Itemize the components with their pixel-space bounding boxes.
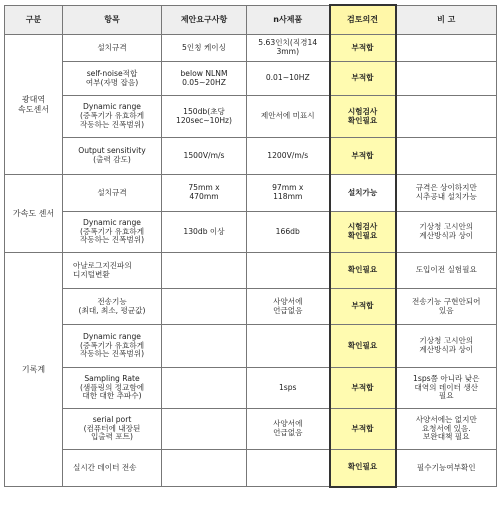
note-line: 계산방식과 상이 <box>419 231 474 240</box>
table-row <box>5 175 497 212</box>
proposal-cell <box>162 450 247 487</box>
proposal-cell <box>162 253 247 289</box>
header-item: 항목 <box>63 5 162 35</box>
item-line: 아날로그지진파의 <box>73 260 132 270</box>
note-line: 계산방식과 상이 <box>419 345 474 354</box>
item-line: (최대, 최소, 평균값) <box>78 305 146 315</box>
proposal-cell <box>162 35 247 62</box>
note-cell <box>396 35 497 62</box>
proposal-line: 150db(초당 <box>183 106 225 116</box>
header-proposal: 제안요구사항 <box>162 5 247 35</box>
table-row <box>5 325 497 368</box>
review-cell: 확인필요 <box>330 253 396 289</box>
proposal-line: 120sec~10Hz) <box>176 115 232 125</box>
item-line: Dynamic range <box>83 217 141 227</box>
product-line: 언급없음 <box>273 428 303 437</box>
note-line: 사양서에는 없지만 <box>415 414 477 424</box>
item-line: 작동하는 진폭범위) <box>79 349 145 359</box>
item-cell <box>63 450 162 487</box>
product-cell <box>247 175 330 212</box>
review-cell: 설치가능 <box>330 175 396 212</box>
proposal-line: 130db 이상 <box>183 226 225 236</box>
review-cell: 확인필요 <box>330 325 396 368</box>
product-cell <box>247 253 330 289</box>
note-cell <box>396 450 497 487</box>
category-cell-recorder: 기록계 <box>5 253 63 487</box>
proposal-cell <box>162 62 247 96</box>
item-line: 실시간 데이터 전송 <box>73 462 137 472</box>
product-cell <box>247 409 330 450</box>
note-line: 도입이전 실험필요 <box>415 265 477 275</box>
item-cell <box>63 289 162 325</box>
review-cell: 부적합 <box>330 62 396 96</box>
table-row <box>5 62 497 96</box>
product-line: 제안서에 미표시 <box>260 111 315 121</box>
proposal-cell <box>162 175 247 212</box>
product-cell <box>247 368 330 409</box>
product-cell <box>247 212 330 253</box>
item-line: (샘플링의 정교함에 <box>79 382 145 392</box>
note-line: 있음 <box>438 305 454 315</box>
item-cell <box>63 138 162 175</box>
item-line: Sampling Rate <box>84 373 140 383</box>
proposal-line: 75mm x <box>188 183 220 193</box>
review-line: 시험검사 <box>347 106 378 116</box>
proposal-cell <box>162 212 247 253</box>
review-cell: 부적합 <box>330 289 396 325</box>
proposal-line: below NLNM <box>180 68 228 78</box>
note-cell <box>396 62 497 96</box>
note-line: 전송기능 구현안되어 <box>412 296 481 306</box>
header-category: 구분 <box>5 5 63 35</box>
item-cell <box>63 35 162 62</box>
item-line: 설치규격 <box>97 42 127 52</box>
table-row <box>5 35 497 62</box>
table-row <box>5 253 497 289</box>
proposal-line: 5인칭 케이싱 <box>182 42 226 52</box>
item-cell <box>63 253 162 289</box>
note-line: 시추공내 설치가능 <box>415 192 477 201</box>
note-line: 요청서에 있음. <box>421 423 471 433</box>
note-cell <box>396 325 497 368</box>
spec-review-table <box>4 4 497 488</box>
review-cell: 확인필요 <box>330 450 396 487</box>
review-cell: 부적합 <box>330 138 396 175</box>
item-line: 여부(자명 잡음) <box>85 77 139 87</box>
header-note: 비 고 <box>396 5 497 35</box>
product-line: 3mm) <box>276 47 300 56</box>
category-cell-broadband <box>5 35 63 175</box>
note-line: 1sps쯤 아니라 낮은 <box>413 373 480 383</box>
item-line: 대한 대한 추파수) <box>82 391 142 401</box>
item-line: 디지털변환 <box>73 269 110 279</box>
proposal-line: 470mm <box>189 192 219 201</box>
product-line: 118mm <box>273 192 303 201</box>
proposal-cell <box>162 138 247 175</box>
category-cell-accel: 가속도 센서 <box>5 175 63 253</box>
item-cell <box>63 96 162 138</box>
proposal-line: 0.05~20HZ <box>182 77 226 87</box>
product-line: 1200V/m/s <box>267 150 309 160</box>
proposal-cell <box>162 325 247 368</box>
item-line: Dynamic range <box>83 102 141 112</box>
product-cell <box>247 96 330 138</box>
note-cell <box>396 409 497 450</box>
item-cell <box>63 212 162 253</box>
item-line: 입출력 포트) <box>90 432 134 442</box>
product-line: 166db <box>275 226 300 236</box>
review-line: 시험검사 <box>347 222 378 232</box>
item-line: 작동하는 진폭범위) <box>79 235 145 245</box>
product-cell <box>247 289 330 325</box>
product-line: 사양서에 <box>273 419 303 429</box>
table-row <box>5 409 497 450</box>
item-line: (출력 감도) <box>93 155 131 164</box>
item-cell <box>63 62 162 96</box>
note-line: 필요 <box>438 391 454 401</box>
note-line: 기상청 고시안의 <box>419 336 474 346</box>
note-cell <box>396 368 497 409</box>
review-cell: 부적합 <box>330 35 396 62</box>
item-cell <box>63 368 162 409</box>
item-line: Dynamic range <box>83 331 141 341</box>
note-cell <box>396 212 497 253</box>
note-cell <box>396 175 497 212</box>
item-line: 설치규격 <box>97 187 127 197</box>
product-cell <box>247 325 330 368</box>
table-row <box>5 450 497 487</box>
item-cell <box>63 175 162 212</box>
review-cell <box>330 212 396 253</box>
note-line: 필수기능여부확인 <box>416 462 476 472</box>
note-line: 기상청 고시안의 <box>419 222 474 232</box>
product-line: 0.01~10HZ <box>265 73 310 83</box>
note-cell <box>396 289 497 325</box>
item-line: 전송기능 <box>97 296 127 306</box>
proposal-cell <box>162 96 247 138</box>
note-cell <box>396 96 497 138</box>
header-review: 검토의견 <box>330 5 396 35</box>
spec-review-table-wrapper <box>4 4 497 488</box>
table-row <box>5 289 497 325</box>
product-line: 5.63인치(직경14 <box>258 38 318 48</box>
header-row <box>5 5 497 35</box>
review-line: 확인필요 <box>347 231 378 240</box>
note-cell <box>396 253 497 289</box>
product-cell <box>247 450 330 487</box>
review-cell: 부적합 <box>330 368 396 409</box>
proposal-cell <box>162 289 247 325</box>
item-line: self-noise적합 <box>86 68 138 78</box>
proposal-cell <box>162 409 247 450</box>
product-cell <box>247 35 330 62</box>
table-row <box>5 138 497 175</box>
item-line: (컴퓨터에 내장된 <box>83 423 141 433</box>
category-line: 광대역 <box>21 95 46 105</box>
item-line: serial port <box>92 414 132 424</box>
review-cell <box>330 96 396 138</box>
header-product: n사제품 <box>247 5 330 35</box>
note-line: 대역의 데이터 생산 <box>414 382 478 392</box>
item-line: 작동하는 진폭범위) <box>79 119 145 129</box>
table-row <box>5 96 497 138</box>
category-line: 속도센서 <box>18 104 49 114</box>
item-line: (증폭기가 유효하게 <box>79 111 145 121</box>
item-line: (증폭기가 유효하게 <box>79 226 145 236</box>
item-line: Output sensitivity <box>78 146 146 156</box>
product-line: 1sps <box>278 382 297 392</box>
review-cell: 부적합 <box>330 409 396 450</box>
table-row <box>5 368 497 409</box>
product-cell <box>247 62 330 96</box>
product-line: 97mm x <box>272 183 304 193</box>
table-body <box>5 35 497 487</box>
table-row <box>5 212 497 253</box>
proposal-cell <box>162 368 247 409</box>
note-line: 보완대책 필요 <box>423 432 470 442</box>
item-line: (증폭기가 유효하게 <box>79 340 145 350</box>
item-cell <box>63 409 162 450</box>
note-line: 규격은 상이하지만 <box>415 183 477 193</box>
note-cell <box>396 138 497 175</box>
product-cell <box>247 138 330 175</box>
review-line: 확인필요 <box>347 115 378 125</box>
product-line: 언급없음 <box>273 305 303 315</box>
item-cell <box>63 325 162 368</box>
proposal-line: 1500V/m/s <box>183 150 225 160</box>
product-line: 사양서에 <box>273 296 303 306</box>
